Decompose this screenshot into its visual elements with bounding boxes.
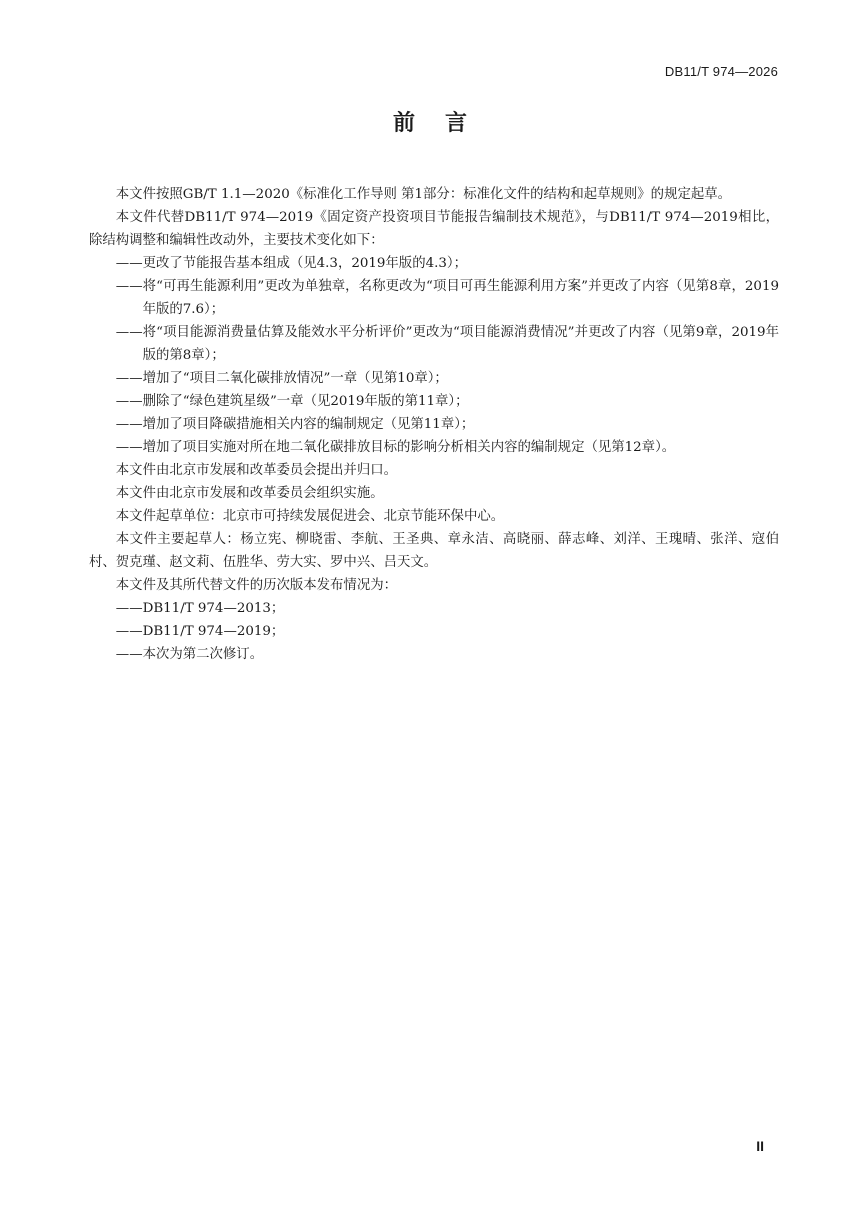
paragraph-history-intro: 本文件及其所代替文件的历次版本发布情况为： bbox=[115, 578, 397, 593]
change-item: ——更改了节能报告基本组成（见4.3，2019年版的4.3）； bbox=[115, 256, 467, 271]
page-title: 前言 bbox=[392, 111, 497, 136]
history-item: ——DB11/T 974—2019； bbox=[115, 624, 285, 639]
paragraph-proposer: 本文件由北京市发展和改革委员会提出并归口。 bbox=[115, 463, 397, 478]
change-item: ——增加了项目实施对所在地二氧化碳排放目标的影响分析相关内容的编制规定（见第12章）。 bbox=[115, 440, 676, 455]
change-item: ——增加了“项目二氧化碳排放情况”一章（见第10章）； bbox=[115, 371, 448, 386]
paragraph-drafting-units: 本文件起草单位：北京市可持续发展促进会、北京节能环保中心。 bbox=[115, 509, 505, 524]
history-item: ——DB11/T 974—2013； bbox=[115, 601, 285, 616]
document-body bbox=[89, 183, 779, 666]
paragraph-implementer: 本文件由北京市发展和改革委员会组织实施。 bbox=[115, 486, 384, 501]
document-code: DB11/T 974—2026 bbox=[664, 64, 778, 79]
change-item: ——将“项目能源消费量估算及能效水平分析评价”更改为“项目能源消费情况”并更改了内容（见第9章，2019年版的第8章）； bbox=[115, 325, 779, 363]
change-item: ——删除了“绿色建筑星级”一章（见2019年版的第11章）； bbox=[115, 394, 469, 409]
change-item: ——增加了项目降碳措施相关内容的编制规定（见第11章）； bbox=[115, 417, 475, 432]
page-number: II bbox=[756, 1138, 764, 1154]
change-item: ——将“可再生能源利用”更改为单独章，名称更改为“项目可再生能源利用方案”并更改了内容（见第8章，2019年版的7.6）； bbox=[115, 279, 779, 317]
paragraph-drafters: 本文件主要起草人：杨立宪、柳晓雷、李航、王圣典、章永洁、高晓丽、薛志峰、刘洋、王瑰晴、张洋、寇伯村、贺克瑾、赵文莉、伍胜华、劳大实、罗中兴、吕天文。 bbox=[89, 532, 779, 570]
history-item: ——本次为第二次修订。 bbox=[115, 647, 264, 662]
paragraph-drafting-basis: 本文件按照GB/T 1.1—2020《标准化工作导则 第1部分：标准化文件的结构和起草规则》的规定起草。 bbox=[115, 187, 732, 202]
paragraph-replacement: 本文件代替DB11/T 974—2019《固定资产投资项目节能报告编制技术规范》，与DB11/T 974—2019相比，除结构调整和编辑性改动外，主要技术变化如下： bbox=[89, 210, 779, 248]
